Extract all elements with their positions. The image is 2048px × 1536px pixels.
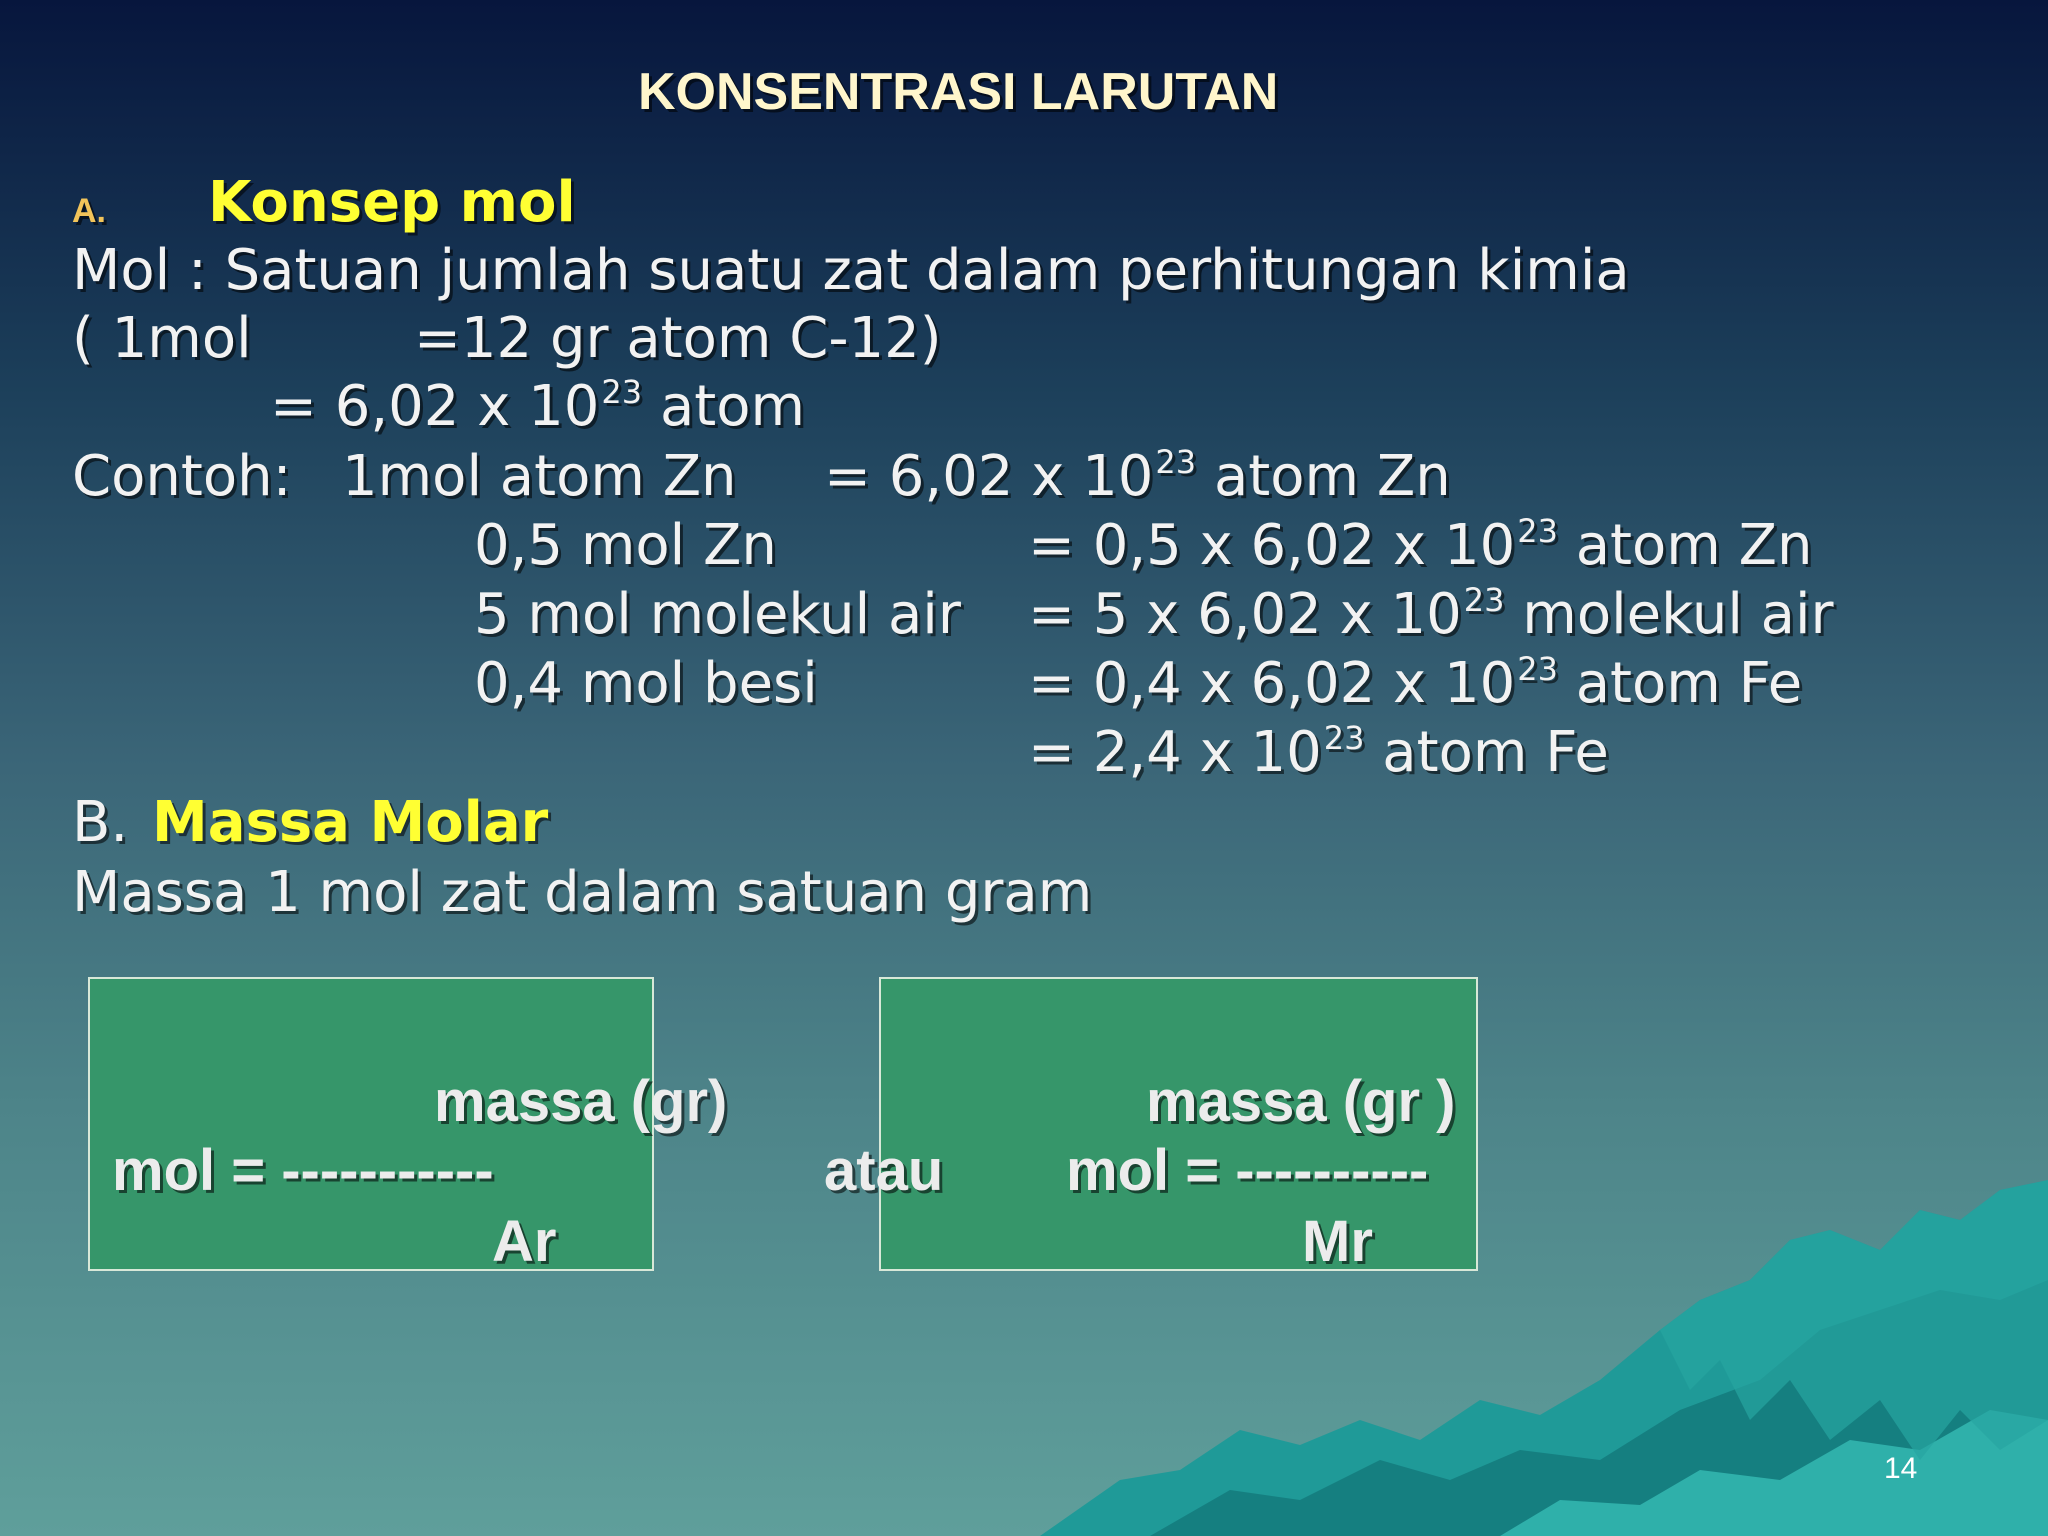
contoh-row-right — [1028, 720, 1609, 785]
contoh-row-value: = 0,5 x 6,02 x 10 — [1028, 513, 1516, 578]
formula-mr-numerator: massa (gr ) — [1146, 1069, 1456, 1134]
contoh-row-right — [1028, 582, 1834, 647]
contoh-row-left: 0,4 mol besi — [474, 651, 818, 716]
mol-equivalence-right: =12 gr atom C-12) — [414, 306, 942, 371]
contoh-row-right — [1028, 513, 1812, 578]
avogadro-exponent: 23 — [601, 373, 643, 411]
contoh-row-unit: atom Fe — [1557, 651, 1803, 716]
slide-number: 14 — [1884, 1452, 1918, 1485]
mol-equivalence-left: ( 1mol — [72, 306, 252, 371]
contoh-row-right — [824, 444, 1451, 509]
contoh-row-exponent: 23 — [1323, 719, 1365, 757]
massa-molar-definition: Massa 1 mol zat dalam satuan gram — [72, 860, 1093, 925]
formula-mr-denominator: Mr — [1302, 1209, 1373, 1274]
section-b-letter: B. — [72, 790, 129, 855]
formula-mr-equation: mol = ---------- — [1066, 1138, 1429, 1203]
contoh-row-exponent: 23 — [1517, 650, 1558, 688]
section-a-letter: A. — [72, 192, 106, 230]
avogadro-suffix: atom — [642, 374, 806, 439]
avogadro-text: = 6,02 x 10 — [270, 374, 600, 439]
section-b-heading: Massa Molar — [152, 790, 549, 855]
contoh-row-unit: molekul air — [1504, 582, 1834, 647]
formula-connector: atau — [824, 1138, 944, 1203]
contoh-row-exponent: 23 — [1155, 443, 1197, 481]
contoh-row-left: 1mol atom Zn — [342, 444, 737, 509]
section-a-heading: Konsep mol — [208, 170, 576, 235]
contoh-label: Contoh: — [72, 444, 292, 509]
contoh-row-unit: atom Fe — [1364, 720, 1609, 785]
contoh-row-value: = 2,4 x 10 — [1028, 720, 1322, 785]
formula-ar-denominator: Ar — [492, 1209, 557, 1274]
contoh-row-exponent: 23 — [1517, 512, 1558, 550]
contoh-row-unit: atom Zn — [1557, 513, 1813, 578]
contoh-row-unit: atom Zn — [1196, 444, 1451, 509]
contoh-row-exponent: 23 — [1463, 581, 1505, 619]
contoh-row-value: = 5 x 6,02 x 10 — [1028, 582, 1462, 647]
contoh-row-left: 5 mol molekul air — [474, 582, 961, 647]
contoh-row-value: = 0,4 x 6,02 x 10 — [1028, 651, 1516, 716]
formula-ar-equation: mol = ----------- — [112, 1138, 494, 1203]
contoh-row-left: 0,5 mol Zn — [474, 513, 777, 578]
contoh-row-value: = 6,02 x 10 — [824, 444, 1154, 509]
avogadro-line — [270, 374, 805, 439]
formula-ar-numerator: massa (gr) — [434, 1069, 728, 1134]
slide-title: KONSENTRASI LARUTAN — [638, 63, 1279, 121]
contoh-row-right — [1028, 651, 1802, 716]
mol-definition: Mol : Satuan jumlah suatu zat dalam perhitungan kimia — [72, 238, 1630, 303]
